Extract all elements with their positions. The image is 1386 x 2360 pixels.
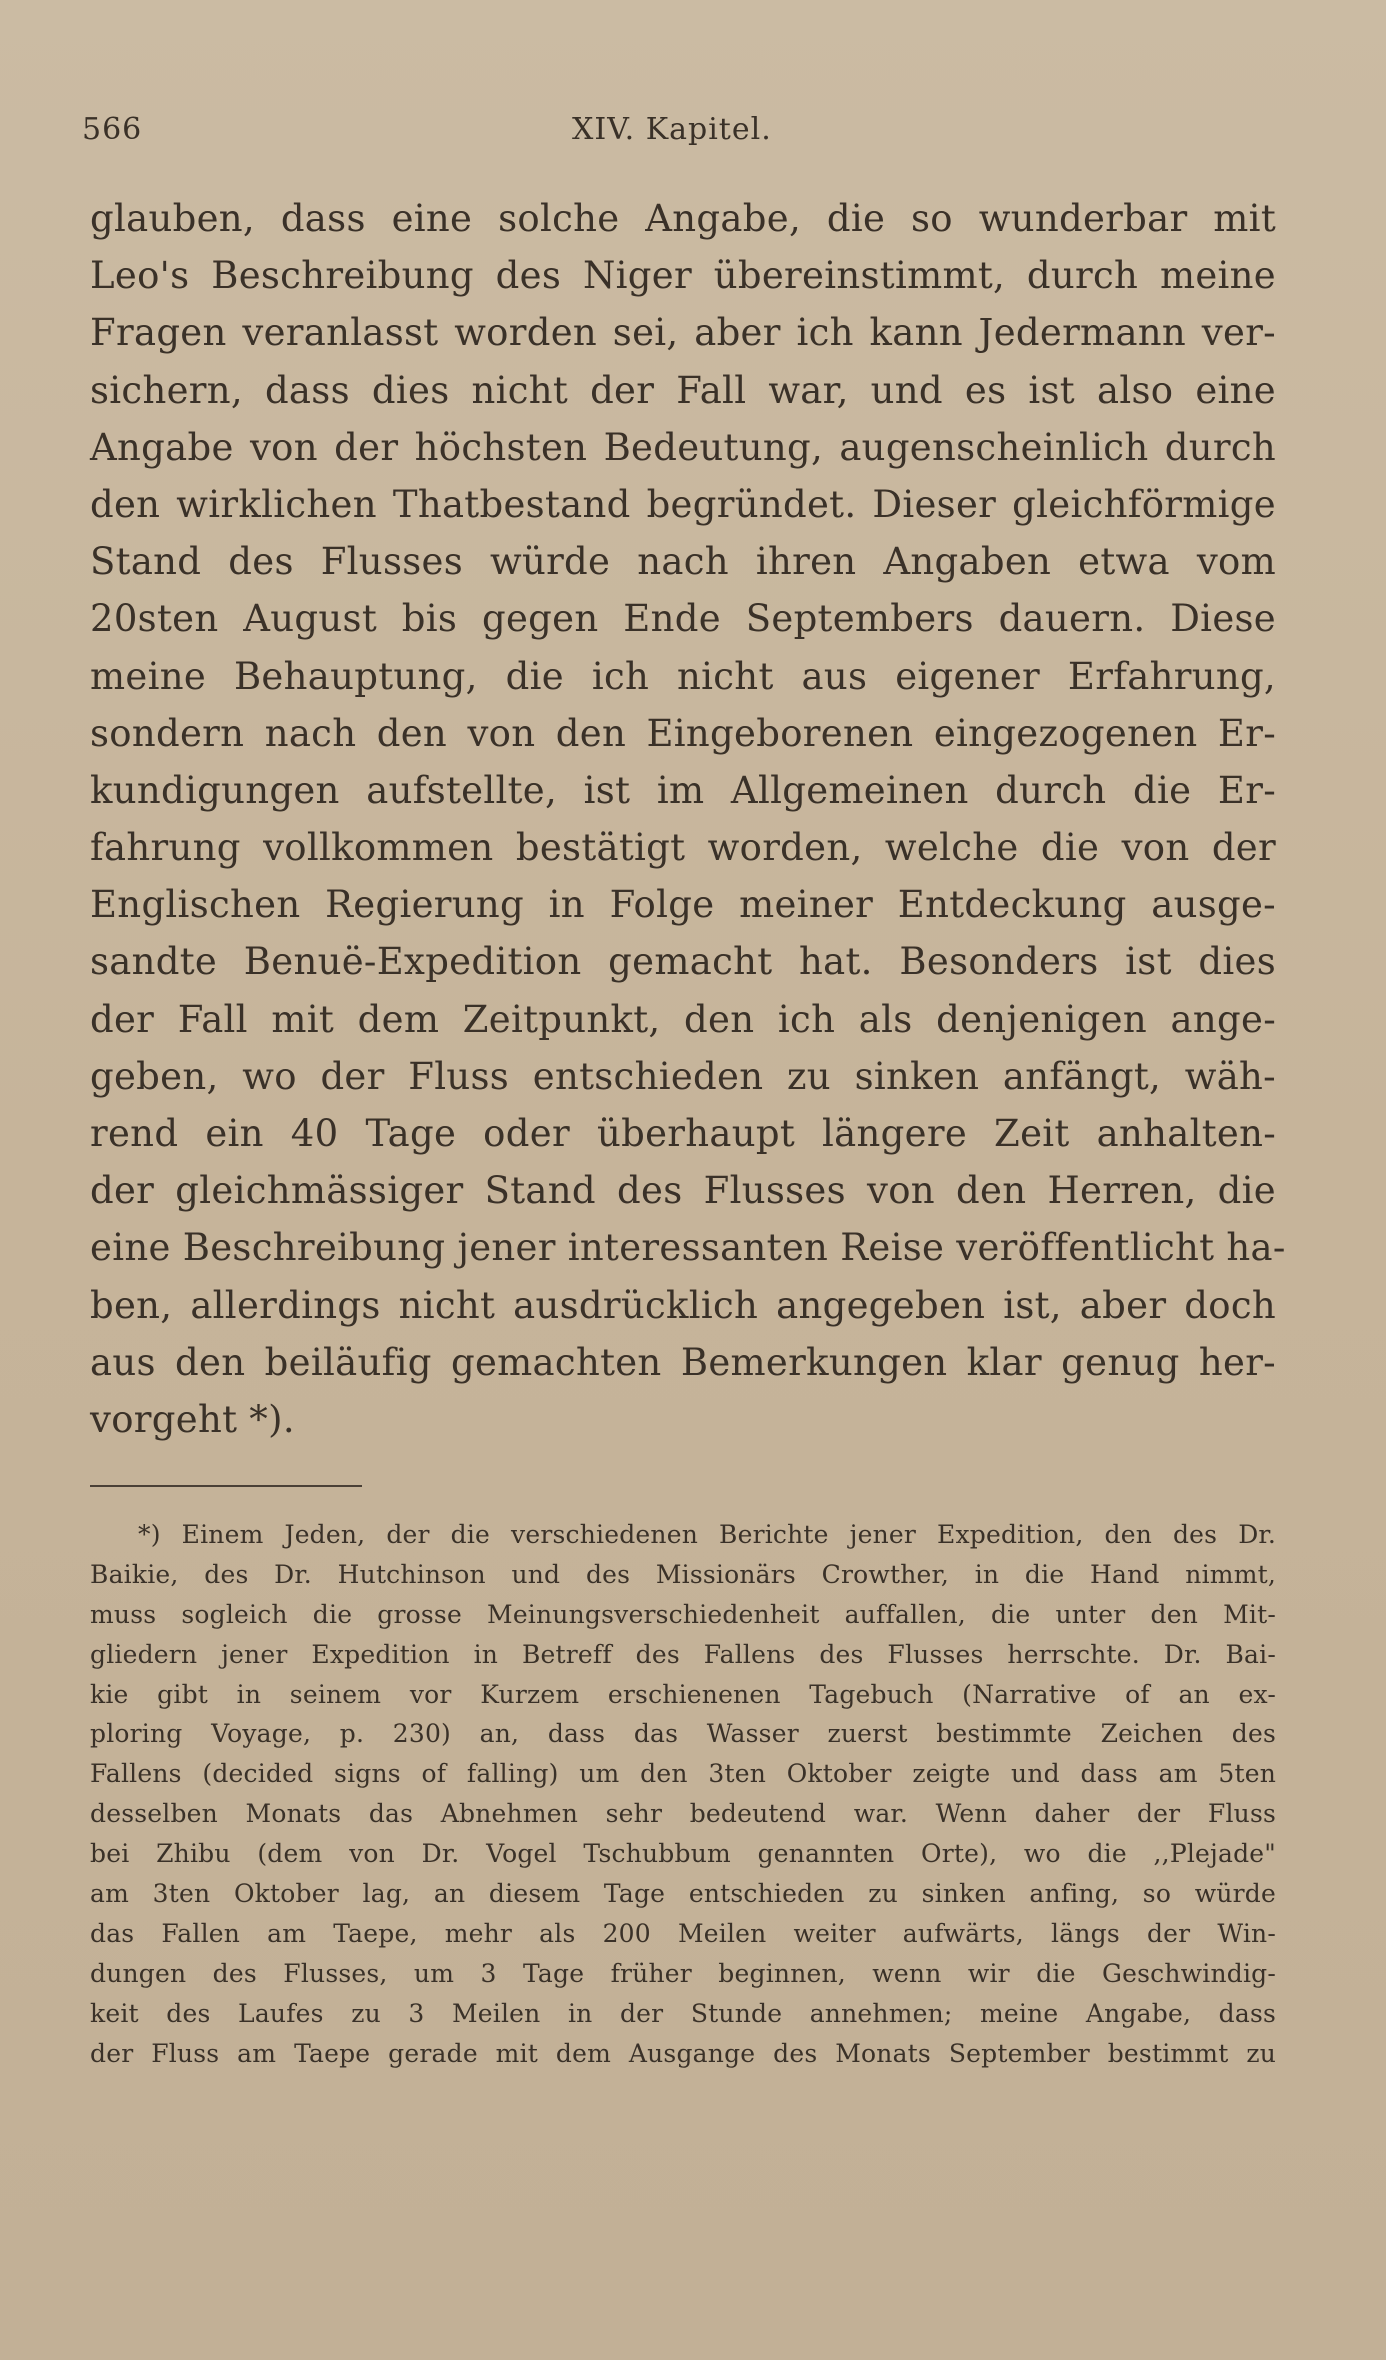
footnote-line: gliedern jener Expedition in Betreff des Fallens des Flusses herrschte. Dr. Bai-	[90, 1639, 1276, 1669]
text-line: 20sten August bis gegen Ende Septembers dauern. Diese	[90, 597, 1276, 641]
footnote-line: *) Einem Jeden, der die verschiedenen Berichte jener Expedition, den des Dr.	[138, 1520, 1276, 1549]
text-line: eine Beschreibung jener interessanten Reise veröffentlicht ha-	[90, 1226, 1286, 1270]
text-line: sichern, dass dies nicht der Fall war, und es ist also eine	[90, 368, 1276, 412]
footnote-line: Fallens (decided signs of falling) um den 3ten Oktober zeigte und dass am 5ten	[90, 1759, 1276, 1789]
footnote-line: am 3ten Oktober lag, an diesem Tage entschieden zu sinken anfing, so würde	[90, 1879, 1276, 1909]
footnote-line: dungen des Flusses, um 3 Tage früher beginnen, wenn wir die Geschwindig-	[90, 1958, 1276, 1988]
text-line: der gleichmässiger Stand des Flusses von den Herren, die	[90, 1169, 1276, 1213]
text-line: ben, allerdings nicht ausdrücklich angegeben ist, aber doch	[90, 1283, 1276, 1327]
text-line: Leo's Beschreibung des Niger übereinstimmt, durch meine	[90, 254, 1276, 298]
page-number: 566	[82, 112, 143, 147]
text-line: meine Behauptung, die ich nicht aus eigener Erfahrung,	[90, 654, 1276, 698]
footnote-line: Baikie, des Dr. Hutchinson und des Missionärs Crowther, in die Hand nimmt,	[90, 1559, 1276, 1589]
footnote-line: muss sogleich die grosse Meinungsverschiedenheit auffallen, die unter den Mit-	[90, 1599, 1276, 1629]
footnote-divider	[90, 1485, 362, 1487]
text-line: Angabe von der höchsten Bedeutung, augenscheinlich durch	[90, 425, 1276, 469]
footnote	[90, 1515, 1276, 2073]
text-line: Englischen Regierung in Folge meiner Entdeckung ausge-	[90, 883, 1276, 927]
text-line: glauben, dass eine solche Angabe, die so wunderbar mit	[90, 197, 1276, 240]
footnote-line: das Fallen am Taepe, mehr als 200 Meilen weiter aufwärts, längs der Win-	[90, 1918, 1276, 1948]
page-header	[82, 112, 1282, 162]
text-line: kundigungen aufstellte, ist im Allgemeinen durch die Er-	[90, 768, 1276, 812]
text-line: sandte Benuë-Expedition gemacht hat. Besonders ist dies	[90, 940, 1276, 984]
text-line: rend ein 40 Tage oder überhaupt längere Zeit anhalten-	[90, 1112, 1276, 1155]
text-line: geben, wo der Fluss entschieden zu sinken anfängt, wäh-	[90, 1054, 1276, 1098]
text-line: aus den beiläufig gemachten Bemerkungen klar genug her-	[90, 1340, 1276, 1384]
text-line: Stand des Flusses würde nach ihren Angaben etwa vom	[90, 540, 1276, 584]
text-line: der Fall mit dem Zeitpunkt, den ich als denjenigen ange-	[90, 997, 1276, 1041]
running-head: XIV. Kapitel.	[572, 112, 772, 147]
text-line: den wirklichen Thatbestand begründet. Dieser gleichförmige	[90, 482, 1276, 526]
text-line: vorgeht *).	[90, 1397, 295, 1441]
footnote-line: keit des Laufes zu 3 Meilen in der Stunde annehmen; meine Angabe, dass	[90, 1998, 1276, 2028]
text-line: fahrung vollkommen bestätigt worden, welche die von der	[90, 826, 1276, 870]
text-line: Fragen veranlasst worden sei, aber ich kann Jedermann ver-	[90, 311, 1276, 355]
footnote-line: der Fluss am Taepe gerade mit dem Ausgange des Monats September bestimmt zu	[90, 2038, 1276, 2068]
footnote-line: kie gibt in seinem vor Kurzem erschienenen Tagebuch (Narrative of an ex-	[90, 1679, 1276, 1709]
text-line: sondern nach den von den Eingeborenen eingezogenen Er-	[90, 711, 1276, 755]
footnote-line: bei Zhibu (dem von Dr. Vogel Tschubbum genannten Orte), wo die ,,Plejade"	[90, 1839, 1276, 1869]
main-text	[90, 190, 1286, 1448]
footnote-line: desselben Monats das Abnehmen sehr bedeutend war. Wenn daher der Fluss	[90, 1799, 1276, 1829]
footnote-line: ploring Voyage, p. 230) an, dass das Wasser zuerst bestimmte Zeichen des	[90, 1719, 1276, 1749]
